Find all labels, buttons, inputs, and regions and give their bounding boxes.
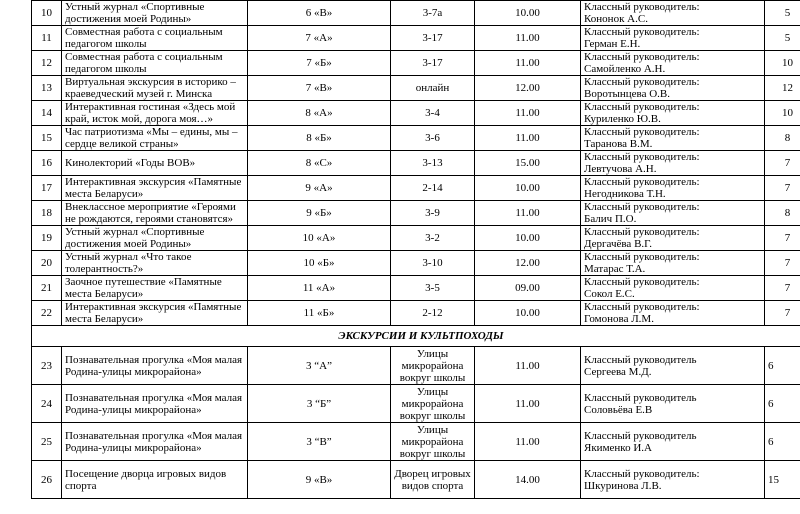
event-name: Интерактивная экскурсия «Памятные места Беларуси» — [62, 301, 248, 326]
event-time: 11.00 — [475, 26, 581, 51]
table-row — [32, 51, 800, 76]
table-row — [32, 347, 800, 385]
class-name: 11 «А» — [248, 276, 391, 301]
participant-count: 10 — [765, 101, 800, 126]
row-number: 13 — [32, 76, 62, 101]
room: 3-17 — [391, 51, 475, 76]
table-row — [32, 26, 800, 51]
row-number: 22 — [32, 301, 62, 326]
participant-count: 7 — [765, 226, 800, 251]
table-row — [32, 251, 800, 276]
responsible-name: Гомонова Л.М. — [584, 313, 654, 325]
table-row — [32, 385, 800, 423]
responsible-title: Классный руководитель: — [584, 226, 700, 238]
room: 2-12 — [391, 301, 475, 326]
location: Улицы микрорайона вокруг школы — [391, 347, 475, 385]
participant-count: 12 — [765, 76, 800, 101]
responsible-cell — [581, 101, 765, 126]
responsible-cell — [581, 347, 765, 385]
responsible-title: Классный руководитель — [584, 353, 697, 366]
row-number: 14 — [32, 101, 62, 126]
event-name: Посещение дворца игровых видов спорта — [62, 461, 248, 499]
row-number: 25 — [32, 423, 62, 461]
participant-count: 7 — [765, 251, 800, 276]
schedule-table — [31, 0, 800, 499]
participant-count: 7 — [765, 276, 800, 301]
class-name: 10 «А» — [248, 226, 391, 251]
responsible-title: Классный руководитель: — [584, 1, 700, 13]
responsible-cell — [581, 151, 765, 176]
room: 3-2 — [391, 226, 475, 251]
participant-count: 7 — [765, 301, 800, 326]
row-number: 26 — [32, 461, 62, 499]
class-name: 8 «Б» — [248, 126, 391, 151]
schedule-body — [32, 1, 800, 499]
responsible-cell — [581, 1, 765, 26]
table-row — [32, 201, 800, 226]
event-name: Час патриотизма «Мы – едины, мы – сердце великой страны» — [62, 126, 248, 151]
participant-count: 6 — [765, 423, 800, 461]
table-row — [32, 301, 800, 326]
event-name: Виртуальная экскурсия в историко – краеведческий музей г. Минска — [62, 76, 248, 101]
participant-count: 6 — [765, 347, 800, 385]
room: онлайн — [391, 76, 475, 101]
responsible-cell — [581, 276, 765, 301]
responsible-title: Классный руководитель: — [584, 76, 700, 88]
room: 3-10 — [391, 251, 475, 276]
class-name: 7 «А» — [248, 26, 391, 51]
class-name: 11 «Б» — [248, 301, 391, 326]
table-row — [32, 76, 800, 101]
section-title: ЭКСКУРСИИ И КУЛЬТПОХОДЫ — [32, 326, 800, 347]
responsible-title: Классный руководитель: — [584, 176, 700, 188]
event-time: 15.00 — [475, 151, 581, 176]
responsible-name: Балич П.О. — [584, 213, 637, 225]
responsible-cell — [581, 201, 765, 226]
class-name: 8 «С» — [248, 151, 391, 176]
event-name: Интерактивная экскурсия «Памятные места Беларуси» — [62, 176, 248, 201]
event-name: Совместная работа с социальным педагогом школы — [62, 26, 248, 51]
location: Дворец игровых видов спорта — [391, 461, 475, 499]
event-name: Познавательная прогулка «Моя малая Родина-улицы микрорайона» — [62, 347, 248, 385]
responsible-name: Левтучова А.Н. — [584, 163, 657, 175]
row-number: 10 — [32, 1, 62, 26]
class-name: 3 “В” — [248, 423, 391, 461]
room: 3-13 — [391, 151, 475, 176]
event-name: Познавательная прогулка «Моя малая Родина-улицы микрорайона» — [62, 385, 248, 423]
responsible-cell — [581, 26, 765, 51]
table-row — [32, 126, 800, 151]
responsible-name: Сокол Е.С. — [584, 288, 635, 300]
participant-count: 10 — [765, 51, 800, 76]
room: 3-6 — [391, 126, 475, 151]
row-number: 19 — [32, 226, 62, 251]
participant-count: 7 — [765, 151, 800, 176]
class-name: 9 «В» — [248, 461, 391, 499]
event-time: 11.00 — [475, 385, 581, 423]
row-number: 21 — [32, 276, 62, 301]
room: 3-4 — [391, 101, 475, 126]
location: Улицы микрорайона вокруг школы — [391, 423, 475, 461]
event-name: Устный журнал «Спортивные достижения моей Родины» — [62, 226, 248, 251]
responsible-name: Соловьёва Е.В — [584, 403, 653, 416]
event-time: 11.00 — [475, 51, 581, 76]
table-row — [32, 276, 800, 301]
participant-count: 5 — [765, 1, 800, 26]
event-name: Интерактивная гостиная «Здесь мой край, исток мой, дорога моя…» — [62, 101, 248, 126]
event-time: 10.00 — [475, 301, 581, 326]
class-name: 6 «В» — [248, 1, 391, 26]
event-time: 11.00 — [475, 347, 581, 385]
responsible-cell — [581, 226, 765, 251]
responsible-title: Классный руководитель: — [584, 467, 700, 480]
event-name: Познавательная прогулка «Моя малая Родина-улицы микрорайона» — [62, 423, 248, 461]
class-name: 9 «Б» — [248, 201, 391, 226]
class-name: 7 «В» — [248, 76, 391, 101]
responsible-name: Якименко И.А — [584, 441, 652, 454]
responsible-name: Негодникова Т.Н. — [584, 188, 666, 200]
room: 3-17 — [391, 26, 475, 51]
participant-count: 5 — [765, 26, 800, 51]
participant-count: 15 — [765, 461, 800, 499]
event-name: Кинолекторий «Годы ВОВ» — [62, 151, 248, 176]
event-time: 11.00 — [475, 201, 581, 226]
responsible-title: Классный руководитель: — [584, 276, 700, 288]
table-row — [32, 423, 800, 461]
class-name: 10 «Б» — [248, 251, 391, 276]
class-name: 7 «Б» — [248, 51, 391, 76]
event-name: Устный журнал «Спортивные достижения моей Родины» — [62, 1, 248, 26]
participant-count: 8 — [765, 126, 800, 151]
responsible-name: Матарас Т.А. — [584, 263, 646, 275]
responsible-title: Классный руководитель: — [584, 301, 700, 313]
table-row — [32, 1, 800, 26]
row-number: 20 — [32, 251, 62, 276]
participant-count: 7 — [765, 176, 800, 201]
responsible-cell — [581, 126, 765, 151]
class-name: 8 «А» — [248, 101, 391, 126]
row-number: 24 — [32, 385, 62, 423]
responsible-title: Классный руководитель: — [584, 126, 700, 138]
responsible-name: Самойленко А.Н. — [584, 63, 666, 75]
event-time: 12.00 — [475, 251, 581, 276]
responsible-title: Классный руководитель: — [584, 26, 700, 38]
responsible-title: Классный руководитель — [584, 391, 697, 404]
participant-count: 6 — [765, 385, 800, 423]
event-time: 11.00 — [475, 101, 581, 126]
responsible-name: Шкуринова Л.В. — [584, 479, 662, 492]
row-number: 17 — [32, 176, 62, 201]
responsible-name: Сергеева М.Д. — [584, 365, 652, 378]
row-number: 11 — [32, 26, 62, 51]
table-row — [32, 461, 800, 499]
room: 3-9 — [391, 201, 475, 226]
event-time: 11.00 — [475, 126, 581, 151]
responsible-cell — [581, 385, 765, 423]
responsible-name: Куриленко Ю.В. — [584, 113, 661, 125]
table-row — [32, 226, 800, 251]
responsible-title: Классный руководитель: — [584, 51, 700, 63]
event-name: Совместная работа с социальным педагогом школы — [62, 51, 248, 76]
row-number: 23 — [32, 347, 62, 385]
responsible-name: Дергачёва В.Г. — [584, 238, 653, 250]
event-time: 10.00 — [475, 176, 581, 201]
responsible-name: Воротынцева О.В. — [584, 88, 671, 100]
section-row — [32, 326, 800, 347]
responsible-title: Классный руководитель: — [584, 201, 700, 213]
row-number: 18 — [32, 201, 62, 226]
location: Улицы микрорайона вокруг школы — [391, 385, 475, 423]
class-name: 3 “Б” — [248, 385, 391, 423]
event-time: 10.00 — [475, 226, 581, 251]
event-time: 11.00 — [475, 423, 581, 461]
responsible-name: Герман Е.Н. — [584, 38, 641, 50]
row-number: 16 — [32, 151, 62, 176]
table-row — [32, 176, 800, 201]
responsible-cell — [581, 176, 765, 201]
participant-count: 8 — [765, 201, 800, 226]
responsible-cell — [581, 423, 765, 461]
responsible-cell — [581, 51, 765, 76]
room: 2-14 — [391, 176, 475, 201]
event-time: 09.00 — [475, 276, 581, 301]
table-row — [32, 101, 800, 126]
responsible-title: Классный руководитель: — [584, 151, 700, 163]
event-time: 12.00 — [475, 76, 581, 101]
room: 3-5 — [391, 276, 475, 301]
responsible-cell — [581, 76, 765, 101]
responsible-name: Таранова В.М. — [584, 138, 653, 150]
event-name: Внеклассное мероприятие «Героями не рождаются, героями становятся» — [62, 201, 248, 226]
class-name: 9 «А» — [248, 176, 391, 201]
row-number: 15 — [32, 126, 62, 151]
room: 3-7а — [391, 1, 475, 26]
responsible-title: Классный руководитель: — [584, 101, 700, 113]
responsible-cell — [581, 251, 765, 276]
table-row — [32, 151, 800, 176]
event-name: Устный журнал «Что такое толерантность?» — [62, 251, 248, 276]
responsible-title: Классный руководитель — [584, 429, 697, 442]
row-number: 12 — [32, 51, 62, 76]
event-name: Заочное путешествие «Памятные места Беларуси» — [62, 276, 248, 301]
responsible-name: Кононок А.С. — [584, 13, 648, 25]
responsible-cell — [581, 461, 765, 499]
responsible-cell — [581, 301, 765, 326]
event-time: 14.00 — [475, 461, 581, 499]
event-time: 10.00 — [475, 1, 581, 26]
responsible-title: Классный руководитель: — [584, 251, 700, 263]
class-name: 3 “А” — [248, 347, 391, 385]
